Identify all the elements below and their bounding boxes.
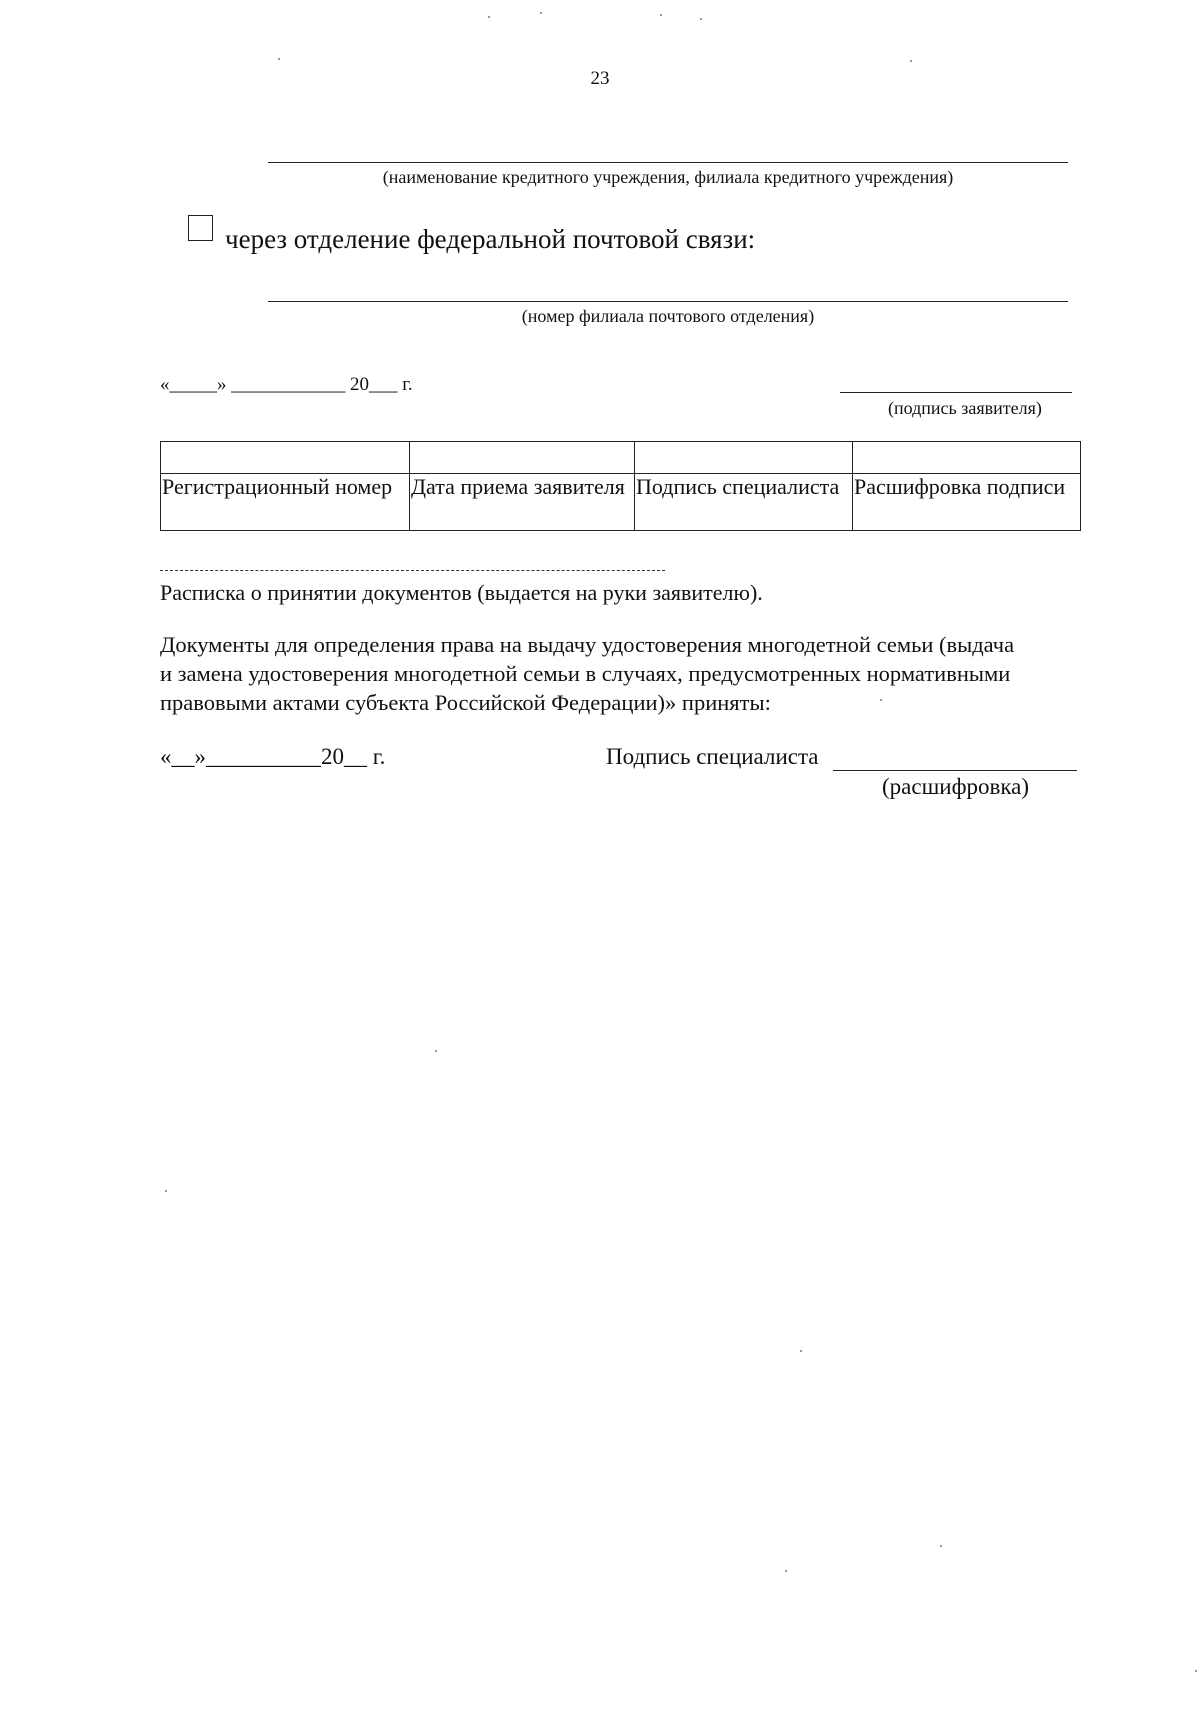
scan-speck [278,58,280,60]
header-specialist-signature: Подпись специалиста [635,474,853,531]
bank-name-caption: (наименование кредитного учреждения, филиала кредитного учреждения) [382,167,954,187]
specialist-signature-line[interactable] [833,770,1077,771]
scan-speck [910,60,912,62]
postal-option-checkbox[interactable] [188,215,213,241]
scan-speck [785,1570,787,1572]
scan-speck [880,699,882,701]
cut-line-divider [160,570,665,571]
scan-speck [165,1190,167,1192]
table-row [161,442,1081,474]
scan-speck [540,12,542,14]
page-number: 23 [590,68,610,89]
scan-speck [940,1545,942,1547]
receipt-body-line: Документы для определения права на выдачу удостоверения многодетной семьи (выдача [160,632,1015,657]
receipt-body-line: и замена удостоверения многодетной семьи в случаях, предусмотренных нормативными [160,661,1011,686]
registration-table [160,441,1081,531]
applicant-signature-line[interactable] [840,392,1072,393]
scan-speck [660,14,662,16]
postal-branch-line[interactable] [268,301,1068,302]
postal-option-label: через отделение федеральной почтовой связи: [225,224,756,254]
header-signature-decode: Расшифровка подписи [853,474,1081,531]
table-header-row [161,474,1081,531]
header-acceptance-date: Дата приема заявителя [410,474,635,531]
specialist-signature-cell[interactable] [635,442,853,474]
acceptance-date-cell[interactable] [410,442,635,474]
scan-speck [488,16,490,18]
signature-decode-caption: (расшифровка) [882,774,1030,799]
receipt-date-field[interactable]: «__»__________20__ г. [160,744,386,769]
scan-speck [800,1350,802,1352]
receipt-title: Расписка о принятии документов (выдается на руки заявителю). [160,580,763,605]
signature-decode-cell[interactable] [853,442,1081,474]
applicant-signature-caption: (подпись заявителя) [888,398,1042,418]
bank-name-line[interactable] [268,162,1068,163]
registration-number-cell[interactable] [161,442,410,474]
postal-branch-caption: (номер филиала почтового отделения) [521,306,815,326]
header-registration-number: Регистрационный номер [161,474,410,531]
applicant-date-field[interactable]: «_____» ____________ 20___ г. [160,374,413,395]
receipt-body [160,630,1080,717]
scan-speck [435,1050,437,1052]
scan-speck [700,18,702,20]
specialist-signature-label: Подпись специалиста [606,744,819,769]
scan-speck [1195,1670,1197,1672]
receipt-body-line: правовыми актами субъекта Российской Федерации)» приняты: [160,690,771,715]
